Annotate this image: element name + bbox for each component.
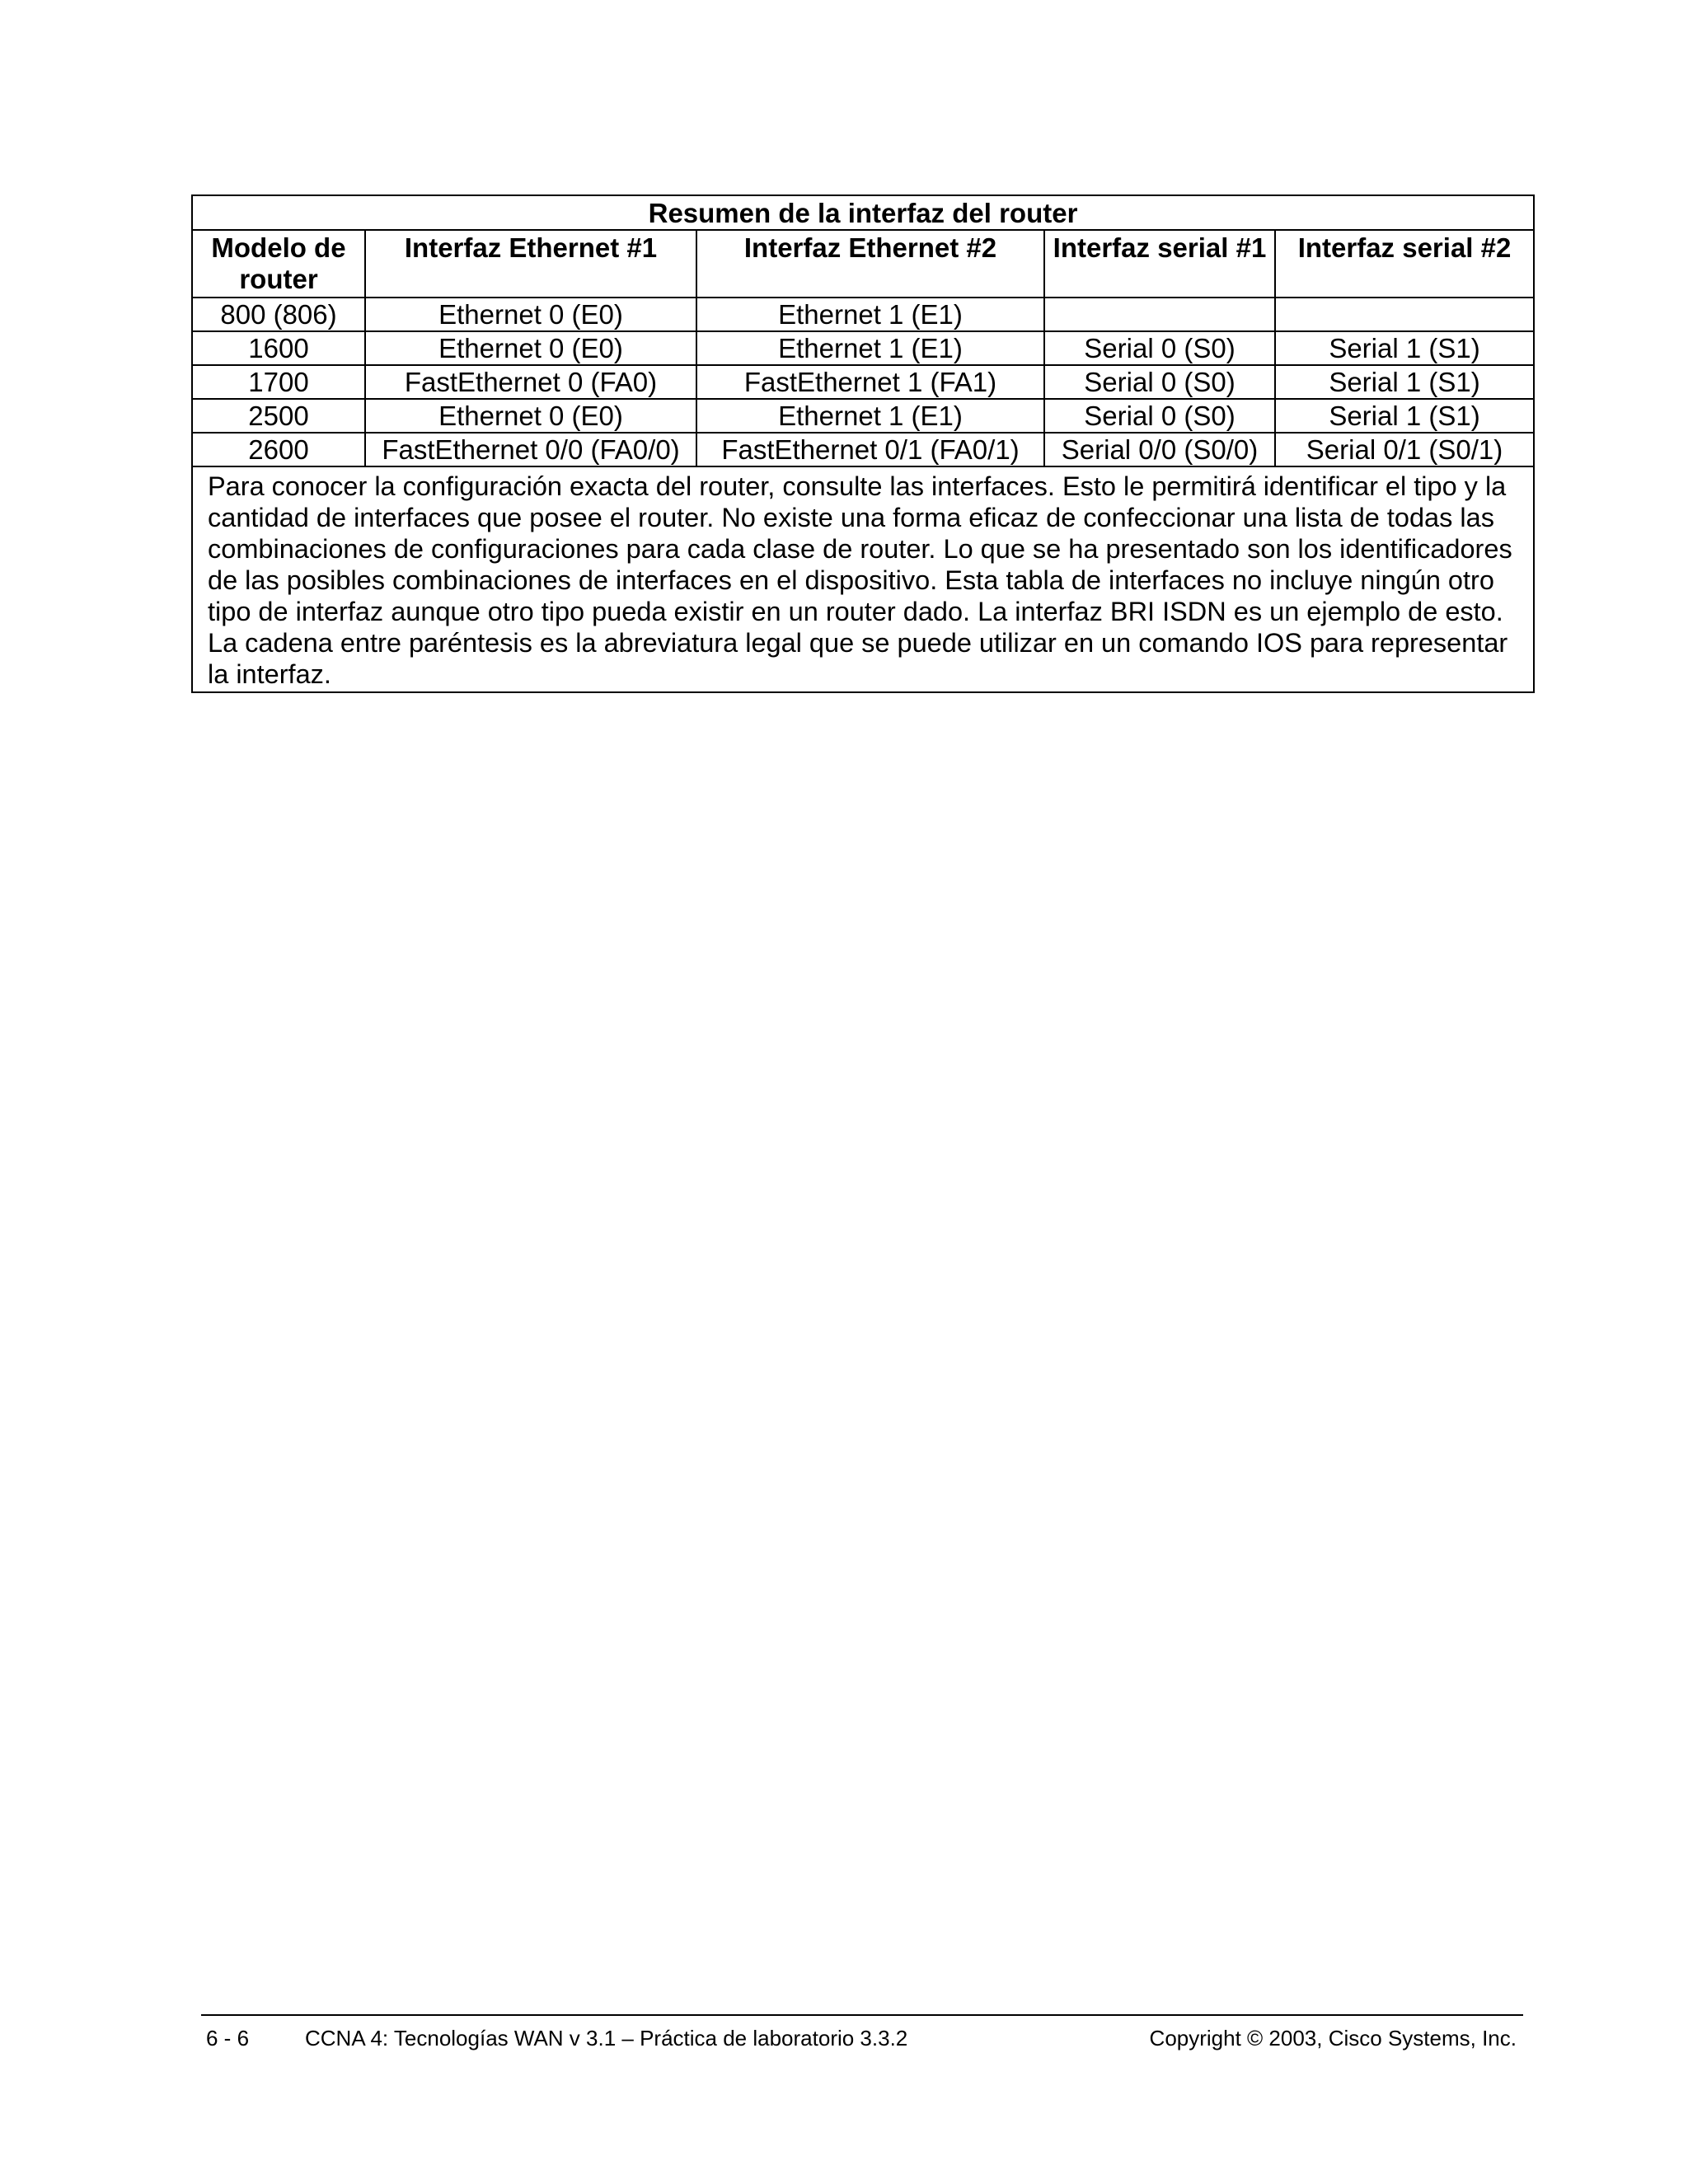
header-ethernet-2: Interfaz Ethernet #2 [696,230,1044,298]
router-interface-summary-table [191,194,1535,693]
cell-ethernet-1: Ethernet 0 (E0) [365,298,696,331]
cell-serial-1 [1044,298,1275,331]
table-title-row [192,195,1534,230]
cell-ethernet-2: Ethernet 1 (E1) [696,331,1044,365]
cell-router-model: 2600 [192,433,365,466]
footer-divider [201,2014,1523,2016]
cell-ethernet-2: Ethernet 1 (E1) [696,298,1044,331]
table-row [192,331,1534,365]
table-row [192,399,1534,433]
cell-router-model: 1700 [192,365,365,399]
cell-ethernet-2: Ethernet 1 (E1) [696,399,1044,433]
cell-ethernet-1: FastEthernet 0 (FA0) [365,365,696,399]
table-row [192,298,1534,331]
cell-serial-2: Serial 1 (S1) [1275,399,1534,433]
cell-ethernet-2: FastEthernet 1 (FA1) [696,365,1044,399]
cell-serial-2 [1275,298,1534,331]
header-serial-1: Interfaz serial #1 [1044,230,1275,298]
cell-serial-2: Serial 1 (S1) [1275,331,1534,365]
header-ethernet-1: Interfaz Ethernet #1 [365,230,696,298]
table-row [192,433,1534,466]
cell-serial-1: Serial 0 (S0) [1044,331,1275,365]
cell-serial-1: Serial 0 (S0) [1044,399,1275,433]
cell-serial-2: Serial 0/1 (S0/1) [1275,433,1534,466]
cell-router-model: 800 (806) [192,298,365,331]
copyright-notice: Copyright © 2003, Cisco Systems, Inc. [1149,2026,1517,2050]
cell-ethernet-1: Ethernet 0 (E0) [365,331,696,365]
table-note: Para conocer la configuración exacta del router, consulte las interfaces. Esto le permitirá identificar el tipo y la cantidad de interfaces que posee el router. No existe una forma eficaz de confeccionar una lista de todas las combinaciones de configuraciones para cada clase de router. Lo que se ha presentado son los identificadores de las posibles combinaciones de interfaces en el dispositivo. Esta tabla de interfaces no incluye ningún otro tipo de interfaz aunque otro tipo pueda existir en un router dado. La interfaz BRI ISDN es un ejemplo de esto. La cadena entre paréntesis es la abreviatura legal que se puede utilizar en un comando IOS para representar la interfaz. [192,466,1534,692]
cell-serial-2: Serial 1 (S1) [1275,365,1534,399]
table-title: Resumen de la interfaz del router [192,195,1534,230]
cell-serial-1: Serial 0 (S0) [1044,365,1275,399]
page-number: 6 - 6 [206,2026,250,2050]
cell-router-model: 2500 [192,399,365,433]
course-title: CCNA 4: Tecnologías WAN v 3.1 – Práctica de laboratorio 3.3.2 [305,2026,908,2050]
header-router-model: Modelo de router [192,230,365,298]
cell-serial-1: Serial 0/0 (S0/0) [1044,433,1275,466]
cell-ethernet-2: FastEthernet 0/1 (FA0/1) [696,433,1044,466]
table-note-row [192,466,1534,692]
cell-router-model: 1600 [192,331,365,365]
table-header-row [192,230,1534,298]
cell-ethernet-1: Ethernet 0 (E0) [365,399,696,433]
table-row [192,365,1534,399]
header-serial-2: Interfaz serial #2 [1275,230,1534,298]
cell-ethernet-1: FastEthernet 0/0 (FA0/0) [365,433,696,466]
